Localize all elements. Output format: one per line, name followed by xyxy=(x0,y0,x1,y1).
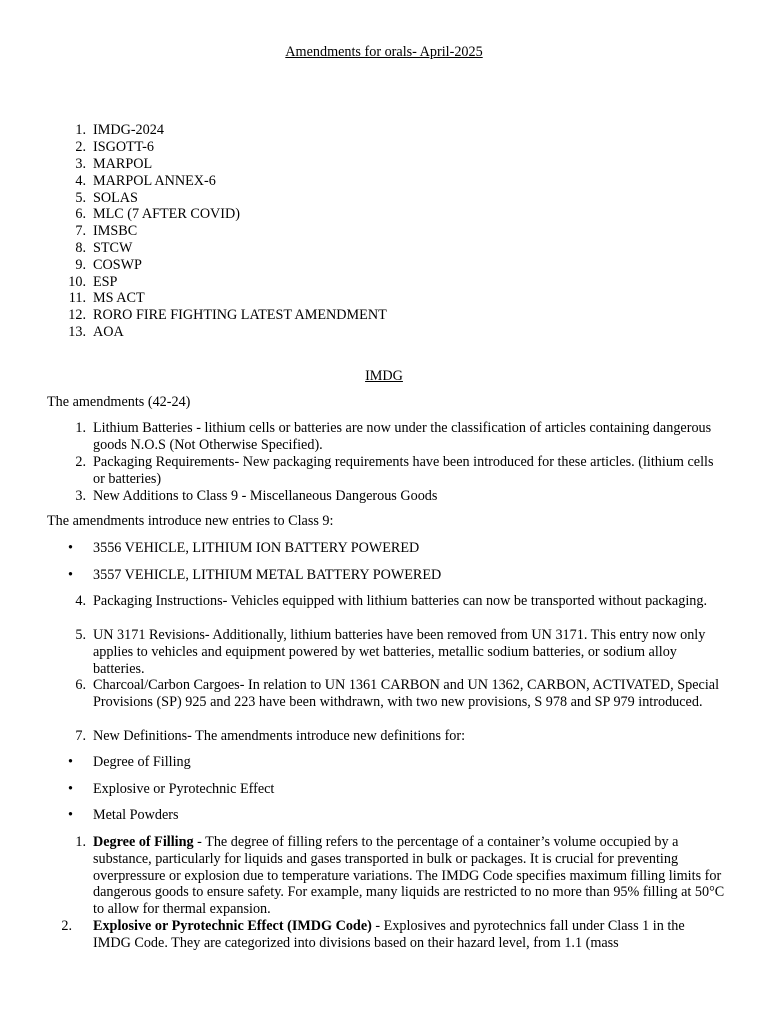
bullet-icon: • xyxy=(68,567,73,583)
bullet-icon: • xyxy=(68,807,73,823)
definition-text: - The degree of filling refers to the percentage of a container’s volume occupied by a substance, particularly for liquids and gases transported in bulk or packages. It is crucial for preventing overpressure or explosion due to temperature variations. The IMDG Code specifies maximum filling limits for dangerous goods to ensure safety. For example, many liquids are restricted to no more than 95% filling at 50°C to allow for thermal expansion. xyxy=(93,834,725,918)
bullet-icon: • xyxy=(68,540,73,556)
definition-text: - Explosives and pyrotechnics fall under Class 1 in the IMDG Code. They are categorized into divisions based on their hazard level, from 1.1 (mass xyxy=(93,918,685,951)
document-page: Amendments for orals- April-2025 1. IMDG-2024 2. ISGOTT-6 3. MARPOL 4. MARPOL ANNEX-6 5. SOLAS 6. MLC (7 AFTER COVID) 7. IMSBC 8. STCW 9. COSWP 10. ESP 11. MS ACT 12. RORO FIRE FIGHTING LATEST AMENDMENT 13. AOA IMDG The amendments (42-24) 1. Lithium Batteries - lithium cells or batteries are now under the classification of articles containing dangerous goods N.O.S (Not Otherwise Specified). 2. Packaging Requirements- New packaging requirements have been introduced for these articles. (lithium cells or batteries) 3. New Additions to Class 9 - Miscellaneous Dangerous Goods The amendments introduce new entries to Class 9: • 3556 VEHICLE, LITHIUM ION BATTERY POWERED • 3557 VEHICLE, LITHIUM METAL BATTERY POWERED 4. Packaging Instructions- Vehicles equipped with lithium batteries can now be transported without packaging. 5. UN 3171 Revisions- Additionally, lithium batteries have been removed from UN 3171. This entry now only applies to vehicles and equipment powered by wet batteries, metallic sodium batteries, or sodium alloy batteries. 6. Charcoal/Carbon Cargoes- In relation to UN 1361 CARBON and UN 1362, CARBON, ACTIVATED, Special Provisions (SP) 925 and 223 have been withdrawn, with two new provisions, S 978 and SP 979 introduced. 7. New Definitions- The amendments introduce new definitions for: • Degree of Filling • Explosive or Pyrotechnic Effect • Metal Powders 1. Degree of Filling - The degree of filling refers to the percentage of a container’s volume occupied by a substance, particularly for liquids and gases transported in bulk or packages. It is crucial for preventing overpressure or explosion due to temperature variations. The IMDG Code specifies maximum filling limits for dangerous goods to ensure safety. For example, many liquids are restricted to no more than 95% filling at 50°C to allow for thermal expansion. 2. Explosive or Pyrotechnic Effect (IMDG Code) - Explosives and pyrotechnics fall under Class 1 in the IMDG Code. They are categorized into divisions based on their hazard level, from 1.1 (mass xyxy=(0,0,768,1024)
bullet-icon: • xyxy=(68,754,73,770)
section-heading: IMDG xyxy=(365,368,403,384)
page-title: Amendments for orals- April-2025 xyxy=(285,44,483,60)
bullet-icon: • xyxy=(68,781,73,797)
section-intro: The amendments (42-24) xyxy=(47,394,191,410)
class9-intro: The amendments introduce new entries to Class 9: xyxy=(47,513,334,529)
definition-term: Degree of Filling xyxy=(93,834,194,850)
definition-term: Explosive or Pyrotechnic Effect (IMDG Code) xyxy=(93,918,372,934)
